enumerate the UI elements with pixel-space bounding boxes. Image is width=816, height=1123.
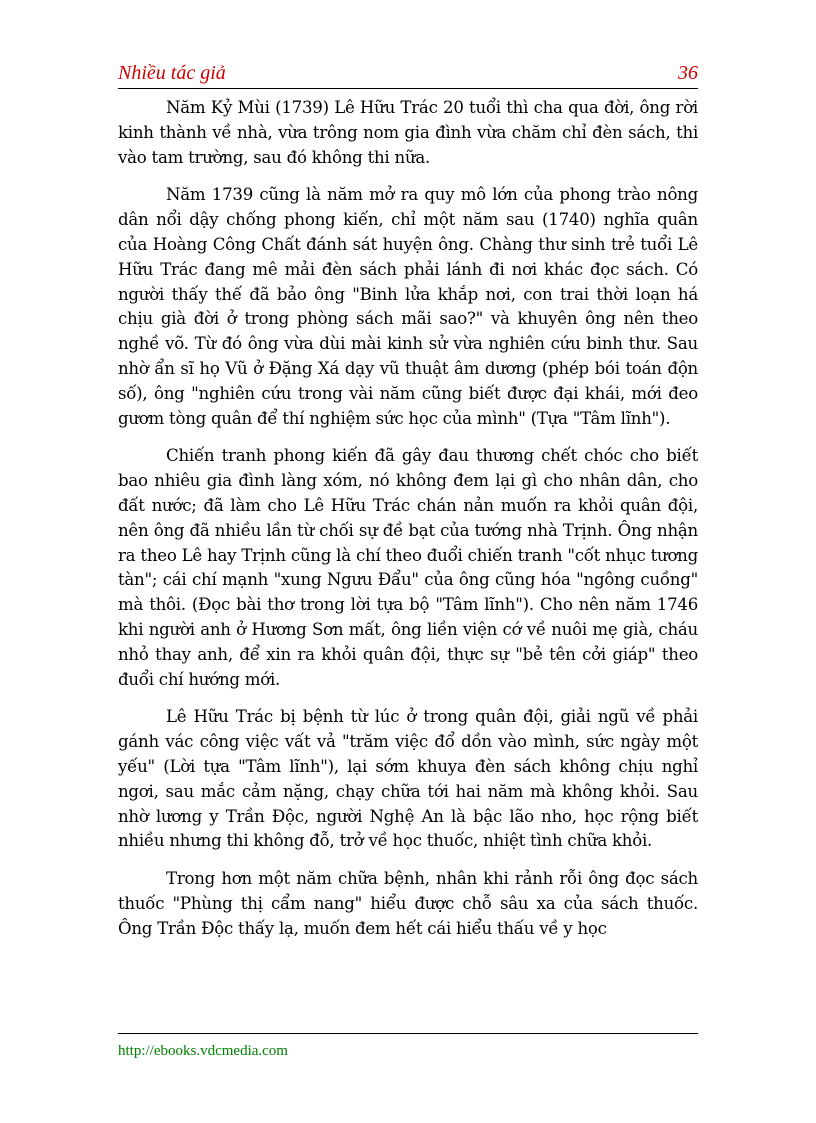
footer-divider <box>118 1033 698 1034</box>
paragraph: Lê Hữu Trác bị bệnh từ lúc ở trong quân đội, giải ngũ về phải gánh vác công việc vất vả "trăm việc đổ dồn vào mình, sức ngày một yếu" (Lời tựa "Tâm lĩnh"), lại sớm khuya đèn sách không chịu nghỉ ngơi, sau mắc cảm nặng, chạy chữa tới hai năm mà không khỏi. Sau nhờ lương y Trần Độc, người Nghệ An là bậc lão nho, học rộng biết nhiều nhưng thi không đỗ, trở về học thuốc, nhiệt tình chữa khỏi. <box>118 707 698 851</box>
paragraph: Trong hơn một năm chữa bệnh, nhân khi rảnh rỗi ông đọc sách thuốc "Phùng thị cẩm nang" hiểu được chỗ sâu xa của sách thuốc. Ông Trần Độc thấy lạ, muốn đem hết cái hiểu thấu về y học <box>118 869 698 938</box>
paragraph: Năm 1739 cũng là năm mở ra quy mô lớn của phong trào nông dân nổi dậy chống phong kiến, chỉ một năm sau (1740) nghĩa quân của Hoàng Công Chất đánh sát huyện ông. Chàng thư sinh trẻ tuổi Lê Hữu Trác đang mê mải đèn sách phải lánh đi nơi khác đọc sách. Có người thấy thế đã bảo ông "Binh lửa khắp nơi, con trai thời loạn há chịu già đời ở trong phòng sách mãi sao?" và khuyên ông nên theo nghề võ. Từ đó ông vừa dùi mài kinh sử vừa nghiên cứu binh thư. Sau nhờ ẩn sĩ họ Vũ ở Đặng Xá dạy vũ thuật âm dương (phép bói toán độn số), ông "nghiên cứu trong vài năm cũng biết được đại khái, mới đeo gươm tòng quân để thí nghiệm sức học của mình" (Tựa "Tâm lĩnh"). <box>118 185 698 428</box>
page-header <box>118 60 698 88</box>
page-number: 36 <box>678 62 698 84</box>
paragraph: Năm Kỷ Mùi (1739) Lê Hữu Trác 20 tuổi thì cha qua đời, ông rời kinh thành về nhà, vừa trông nom gia đình vừa chăm chỉ đèn sách, thi vào tam trường, sau đó không thi nữa. <box>118 98 698 167</box>
footer-link[interactable]: http://ebooks.vdcmedia.com <box>118 1043 288 1059</box>
page-body <box>118 96 698 955</box>
book-author-title: Nhiều tác giả <box>118 62 226 84</box>
paragraph: Chiến tranh phong kiến đã gây đau thương chết chóc cho biết bao nhiêu gia đình làng xóm, nó không đem lại gì cho nhân dân, cho đất nước; đã làm cho Lê Hữu Trác chán nản muốn ra khỏi quân đội, nên ông đã nhiều lần từ chối sự đề bạt của tướng nhà Trịnh. Ông nhận ra theo Lê hay Trịnh cũng là chí theo đuổi chiến tranh "cốt nhục tương tàn"; cái chí mạnh "xung Ngưu Đẩu" của ông cũng hóa "ngông cuồng" mà thôi. (Đọc bài thơ trong lời tựa bộ "Tâm lĩnh"). Cho nên năm 1746 khi người anh ở Hương Sơn mất, ông liền viện cớ về nuôi mẹ già, cháu nhỏ thay anh, để xin ra khỏi quân đội, thực sự "bẻ tên cởi giáp" theo đuổi chí hướng mới. <box>118 446 698 689</box>
header-divider <box>118 88 698 89</box>
